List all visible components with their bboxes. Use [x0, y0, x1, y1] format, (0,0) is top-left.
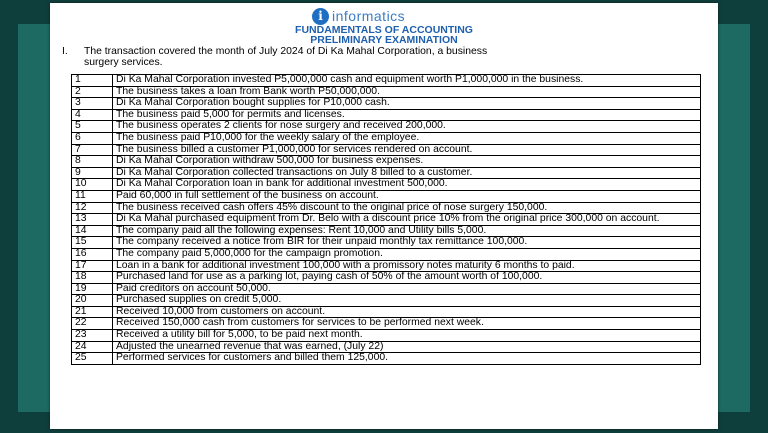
table-row	[72, 121, 701, 133]
section-number: I.	[62, 46, 68, 57]
transaction-text: Performed services for customers and billed them 125,000.	[113, 353, 701, 365]
transaction-text: The company paid all the following expenses: Rent 10,000 and Utility bills 5,000.	[113, 225, 701, 237]
transaction-number: 23	[72, 330, 113, 342]
transaction-number: 3	[72, 98, 113, 110]
transaction-text: The business takes a loan from Bank worth P50,000,000.	[113, 86, 701, 98]
table-row	[72, 109, 701, 121]
transaction-number: 7	[72, 144, 113, 156]
transaction-number: 11	[72, 190, 113, 202]
table-row	[72, 144, 701, 156]
info-icon: i	[312, 8, 329, 25]
table-row	[72, 132, 701, 144]
transaction-text: Adjusted the unearned revenue that was earned, (July 22)	[113, 341, 701, 353]
table-row	[72, 86, 701, 98]
table-row	[72, 190, 701, 202]
transaction-number: 1	[72, 75, 113, 87]
table-row	[72, 75, 701, 87]
table-row	[72, 156, 701, 168]
transaction-number: 22	[72, 318, 113, 330]
transaction-number: 5	[72, 121, 113, 133]
table-row	[72, 283, 701, 295]
logo	[312, 7, 405, 25]
transaction-number: 6	[72, 132, 113, 144]
transaction-text: The business paid P10,000 for the weekly salary of the employee.	[113, 132, 701, 144]
table-row	[72, 179, 701, 191]
transaction-number: 4	[72, 109, 113, 121]
table-row	[72, 260, 701, 272]
transaction-number: 17	[72, 260, 113, 272]
transaction-text: Di Ka Mahal Corporation bought supplies for P10,000 cash.	[113, 98, 701, 110]
transaction-number: 19	[72, 283, 113, 295]
transaction-number: 16	[72, 248, 113, 260]
transaction-number: 13	[72, 214, 113, 226]
logo-text: informatics	[332, 8, 406, 24]
table-row	[72, 237, 701, 249]
transaction-number: 20	[72, 295, 113, 307]
transaction-text: The business billed a customer P1,000,000 for services rendered on account.	[113, 144, 701, 156]
transaction-text: Di Ka Mahal Corporation invested P5,000,000 cash and equipment worth P1,000,000 in the business.	[113, 75, 701, 87]
transaction-number: 21	[72, 306, 113, 318]
transaction-number: 25	[72, 353, 113, 365]
transaction-text: Di Ka Mahal Corporation withdraw 500,000 for business expenses.	[113, 156, 701, 168]
table-row	[72, 295, 701, 307]
transaction-number: 12	[72, 202, 113, 214]
transaction-number: 2	[72, 86, 113, 98]
transaction-number: 24	[72, 341, 113, 353]
transaction-number: 10	[72, 179, 113, 191]
transaction-text: Paid 60,000 in full settlement of the business on account.	[113, 190, 701, 202]
document-title: FUNDAMENTALS OF ACCOUNTING	[295, 24, 473, 36]
transaction-number: 9	[72, 167, 113, 179]
document-page	[50, 3, 718, 429]
transaction-text: Paid creditors on account 50,000.	[113, 283, 701, 295]
table-row	[72, 330, 701, 342]
transaction-text: Di Ka Mahal Corporation loan in bank for additional investment 500,000.	[113, 179, 701, 191]
table-row	[72, 318, 701, 330]
transaction-text: The company received a notice from BIR for their unpaid monthly tax remittance 100,000.	[113, 237, 701, 249]
transaction-text: Loan in a bank for additional investment 100,000 with a promissory notes maturity 6 months to paid.	[113, 260, 701, 272]
transaction-number: 15	[72, 237, 113, 249]
table-row	[72, 214, 701, 226]
transaction-text: Received 150,000 cash from customers for services to be performed next week.	[113, 318, 701, 330]
transaction-text: The business operates 2 clients for nose surgery and received 200,000.	[113, 121, 701, 133]
table-row	[72, 225, 701, 237]
table-row	[72, 272, 701, 284]
transaction-text: The business paid 5,000 for permits and licenses.	[113, 109, 701, 121]
intro-line-1: The transaction covered the month of July 2024 of Di Ka Mahal Corporation, a business	[84, 46, 488, 57]
table-row	[72, 341, 701, 353]
table-row	[72, 98, 701, 110]
transaction-number: 18	[72, 272, 113, 284]
table-row	[72, 167, 701, 179]
transaction-text: The company paid 5,000,000 for the campaign promotion.	[113, 248, 701, 260]
document-subtitle: PRELIMINARY EXAMINATION	[310, 34, 458, 46]
table-row	[72, 306, 701, 318]
transaction-text: Purchased supplies on credit 5,000.	[113, 295, 701, 307]
table-row	[72, 248, 701, 260]
transaction-text: Di Ka Mahal purchased equipment from Dr. Belo with a discount price 10% from the original price 300,000 on account.	[113, 214, 701, 226]
transaction-text: Received 10,000 from customers on account.	[113, 306, 701, 318]
intro-line-2: surgery services.	[84, 57, 163, 68]
transaction-text: The business received cash offers 45% discount to the original price of nose surgery 150,000.	[113, 202, 701, 214]
table-row	[72, 202, 701, 214]
section-intro	[62, 46, 682, 68]
table-row	[72, 353, 701, 365]
transaction-text: Purchased land for use as a parking lot, paying cash of 50% of the amount worth of 100,000.	[113, 272, 701, 284]
transaction-number: 14	[72, 225, 113, 237]
transaction-text: Received a utility bill for 5,000, to be paid next month.	[113, 330, 701, 342]
transactions-table	[71, 74, 701, 365]
transaction-number: 8	[72, 156, 113, 168]
transaction-text: Di Ka Mahal Corporation collected transactions on July 8 billed to a customer.	[113, 167, 701, 179]
